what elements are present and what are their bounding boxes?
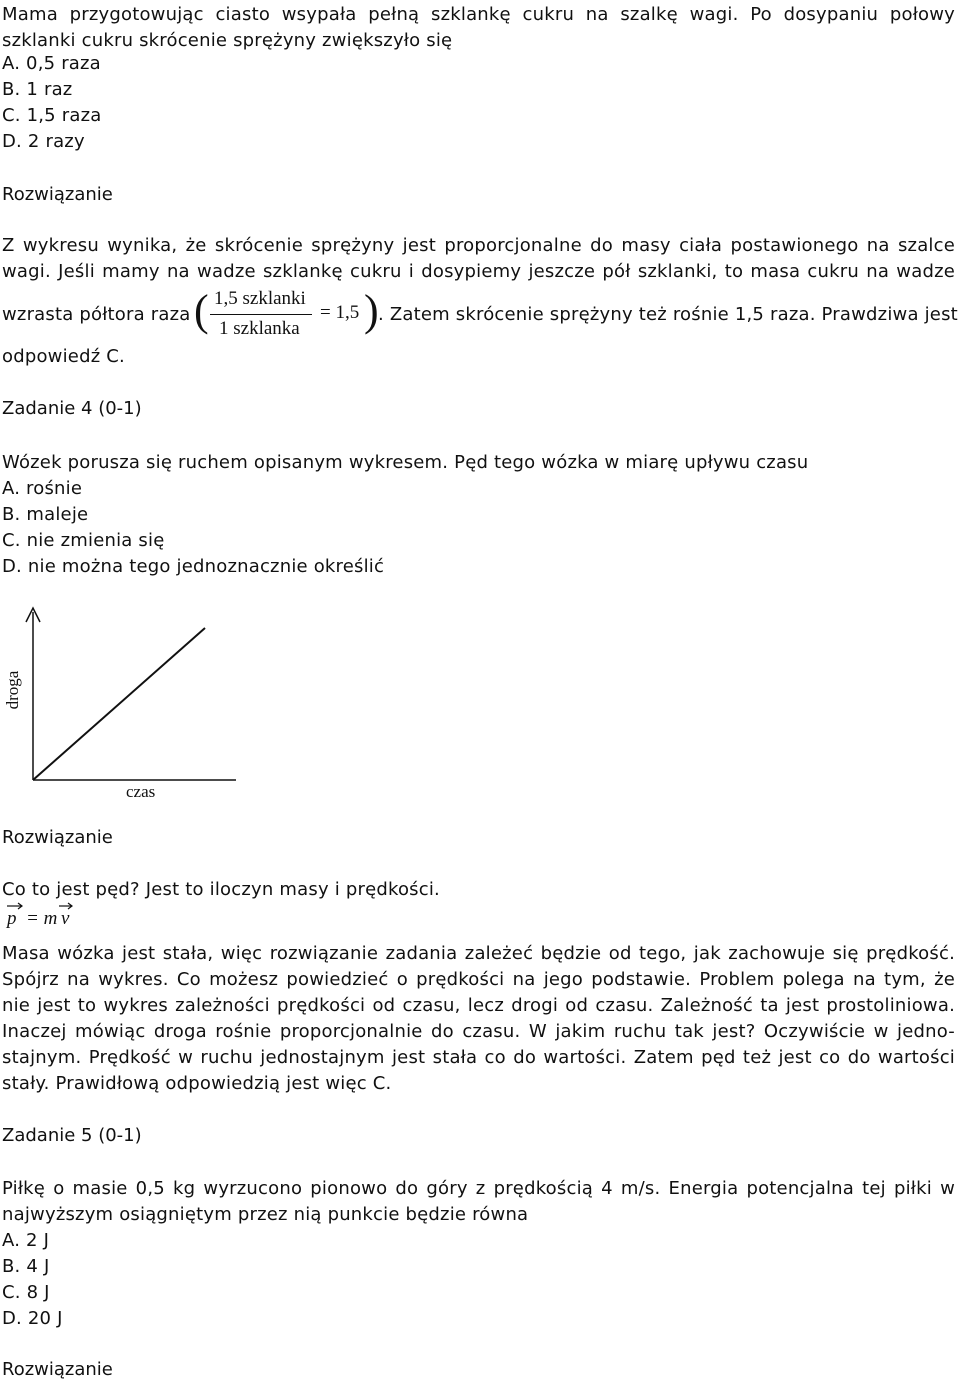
fraction-bar [210, 314, 312, 315]
q3-option-d: D. 2 razy [2, 131, 85, 152]
q5-option-d: D. 20 J [2, 1308, 63, 1329]
q4-solution-heading: Rozwiązanie [2, 827, 113, 848]
q5-solution-heading: Rozwiązanie [2, 1359, 113, 1380]
distance-time-graph [0, 598, 240, 808]
x-axis-label: czas [126, 782, 156, 801]
question-5-text-line-2: najwyższym osiągniętym przez nią punkcie będzie równa [2, 1204, 529, 1225]
fraction-numerator: 1,5 szklanki [214, 288, 306, 309]
q4-solution-line-5: stajnym. Prędkość w ruchu jednostajnym jest stała co do wartości. Zatem pęd też jest co do wartości [2, 1047, 955, 1068]
q3-solution-line-1: Z wykresu wynika, że skrócenie sprężyny jest proporcjonalne do masy ciała postawionego na szalce [2, 235, 955, 256]
momentum-formula [6, 900, 126, 934]
question-5-text-line-1: Piłkę o masie 0,5 kg wyrzucono pionowo do góry z prędkością 4 m/s. Energia potencjalna tej piłki w [2, 1178, 955, 1199]
q4-option-d: D. nie można tego jednoznacznie określić [2, 556, 385, 577]
q4-solution-line-1: Masa wózka jest stała, więc rozwiązanie zadania zależeć będzie od tego, jak zachowuje się prędkość. [2, 943, 955, 964]
q3-solution-line-3-post: . Zatem skrócenie sprężyny też rośnie 1,5 raza. Prawdziwa jest [378, 304, 958, 325]
q4-solution-line-6: stały. Prawidłową odpowiedzią jest więc C. [2, 1073, 392, 1094]
fraction-equals: = 1,5 [320, 302, 360, 323]
q4-solution-intro: Co to jest pęd? Jest to iloczyn masy i prędkości. [2, 879, 440, 900]
left-paren: ( [194, 286, 209, 335]
q3-solution-heading: Rozwiązanie [2, 184, 113, 205]
q3-solution-line-4: odpowiedź C. [2, 346, 125, 367]
q3-solution-line-3-pre: wzrasta półtora raza [2, 304, 191, 325]
q3-option-b: B. 1 raz [2, 79, 73, 100]
q5-option-a: A. 2 J [2, 1230, 50, 1251]
fraction-denominator: 1 szklanka [219, 318, 300, 339]
formula-equals-m: = m [26, 908, 58, 929]
q3-option-c: C. 1,5 raza [2, 105, 102, 126]
question-3-text-line-2: szklanki cukru skrócenie sprężyny zwiększyło się [2, 30, 453, 51]
q4-option-c: C. nie zmienia się [2, 530, 165, 551]
question-4-text: Wózek porusza się ruchem opisanym wykresem. Pęd tego wózka w miarę upływu czasu [2, 452, 809, 473]
q4-option-b: B. maleje [2, 504, 89, 525]
q3-solution-line-2: wagi. Jeśli mamy na wadze szklankę cukru i dosypiemy jeszcze pół szklanki, to masa cukru na wadze [2, 261, 955, 282]
graph-line [33, 628, 205, 780]
question-5-heading: Zadanie 5 (0-1) [2, 1125, 142, 1146]
y-axis-label: droga [3, 670, 22, 710]
formula-v: v [61, 908, 70, 929]
q4-option-a: A. rośnie [2, 478, 83, 499]
right-paren: ) [364, 286, 379, 335]
q4-solution-line-2: Spójrz na wykres. Co możesz powiedzieć o prędkości na jego podstawie. Problem polega na tym, że [2, 969, 955, 990]
q4-solution-line-3: nie jest to wykres zależności prędkości od czasu, lecz drogi od czasu. Zależność ta jest prostoliniowa. [2, 995, 955, 1016]
q5-option-c: C. 8 J [2, 1282, 50, 1303]
question-4-heading: Zadanie 4 (0-1) [2, 398, 142, 419]
q5-option-b: B. 4 J [2, 1256, 50, 1277]
formula-p: p [7, 908, 17, 929]
q4-solution-line-4: Inaczej mówiąc droga rośnie proporcjonalnie do czasu. W jakim ruchu tak jest? Oczywiście w jedno- [2, 1021, 955, 1042]
question-3-text-line-1: Mama przygotowując ciasto wsypała pełną szklankę cukru na szalkę wagi. Po dosypaniu połowy [2, 4, 955, 25]
q3-option-a: A. 0,5 raza [2, 53, 101, 74]
